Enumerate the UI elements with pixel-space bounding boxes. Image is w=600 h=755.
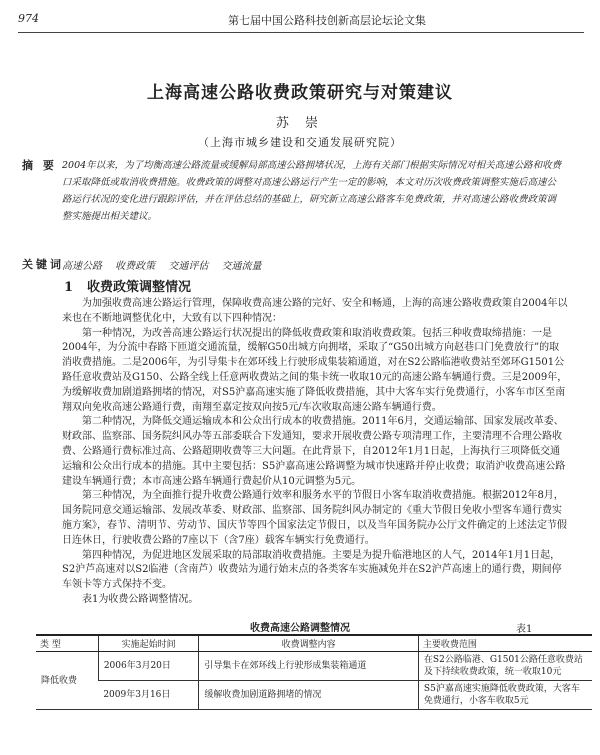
table-cell-date: 2006年3月20日 — [98, 652, 199, 681]
table-number: 表1 — [516, 624, 533, 635]
table-header-scope: 主要收费范围 — [418, 635, 592, 652]
author-affiliation: （上海市城乡建设和交通发展研究院） — [198, 136, 402, 149]
abstract-text: 2004年以来，为了均衡高速公路流量或缓解局部高速公路拥堵状况，上海有关部门根据实际情况对相关高速公路和收费口采取降低或取消收费措施。收费政策的调整对高速公路运行产生一定的影响，本文对历次收费政策调整实施后高速公路运行状况的变化进行跟踪评估，并在评估总结的基础上，研究新立高速公路客车免费政策，并对高速公路收费政策调整实施提出相关建议。 — [62, 160, 562, 222]
section-heading — [64, 276, 191, 295]
page-number: 974 — [18, 12, 39, 25]
table-caption: 收费高速公路调整情况 — [250, 623, 350, 634]
table-header-row — [36, 635, 592, 652]
body-text — [62, 297, 568, 608]
paragraph-case-1: 第一种情况，为改善高速公路运行状况提出的降低收费政策和取消收费政策。包括三种收费取缔措施：一是2004年，为分流中春路下匝道交通流量，缓解G50出城方向拥堵，采取了“G50出城方向赵巷口门免费放行”的取消收费措施。二是2006年，为引导集卡在郊环线上行驶形成集装箱通道，对在S2公路临港收费站至郊环G1501公路任意收费站及G150、公路全线上任意两收费站之间的集卡统一收取10元的高速公路车辆通行费。三是2009年，为缓解收费加剧道路拥堵的情况，对S5沪嘉高速实施了降低收费措施，其中大客车实行免费通行，小客车市区至南翔双向免收高速公路通行费，南翔至嘉定按双向按5元/车次收取高速公路车辆通行费。 — [62, 327, 568, 413]
author-name: 苏 崇 — [275, 116, 325, 131]
table-cell-date: 2009年3月16日 — [98, 681, 199, 710]
paragraph-intro: 为加强收费高速公路运行管理，保障收费高速公路的完好、安全和畅通，上海的高速公路收费政策自2004年以来也在不断地调整优化中，大致有以下四种情况： — [62, 298, 568, 324]
section-number: 1 — [64, 280, 74, 295]
abstract-label: 摘 要 — [22, 159, 57, 172]
keywords-label: 关键词 — [22, 258, 64, 271]
paragraph-table-ref: 表1为收费公路调整情况。 — [82, 593, 199, 605]
paper-title: 上海高速公路收费政策研究与对策建议 — [147, 83, 453, 103]
table-row — [36, 652, 592, 681]
conference-name: 第七届中国公路科技创新高层论坛论文集 — [228, 14, 426, 27]
paragraph-case-4: 第四种情况，为促进地区发展采取的局部取消收费措施。主要是为提升临港地区的人气，2014年1月1日起，S2沪芦高速对以S2临港（含南芦）收费站为通行始末点的各类客车实施减免并在S2沪芦高速上的通行费，期间停车领卡等方式保持不变。 — [62, 549, 562, 591]
table-cell-scope: S5沪嘉高速实施降低收费政策，大客车免费通行，小客车收取5元 — [418, 681, 592, 710]
keywords-text: 高速公路 收费政策 交通评估 交通流量 — [62, 261, 262, 272]
table-cell-content: 引导集卡在郊环线上行驶形成集装箱通道 — [199, 652, 419, 681]
paragraph-case-2: 第二种情况，为降低交通运输成本和公众出行成本的收费措施。2011年6月，交通运输部、国家发展改革委、财政部、监察部、国务院纠风办等五部委联合下发通知，要求开展收费公路专项清理工作，主要清理不合理公路收费、公路通行费标准过高、公路超期收费等三大问题。在此背景下，自2012年1月1日起，上海执行三项降低交通运输和公众出行成本的措施。其中主要包括：S5沪嘉高速公路调整为城市快速路并停止收费；取消沪收费高速公路建设车辆通行费；本市高速公路车辆通行费起价从10元调整为5元。 — [62, 416, 566, 487]
table-row — [36, 681, 592, 710]
paragraph-case-3: 第三种情况，为全面推行提升收费公路通行效率和服务水平的节假日小客车取消收费措施。根据2012年8月，国务院同意交通运输部、发展改革委、财政部、监察部、国务院纠风办制定的《重大节假日免收小型客车通行费实施方案》，春节、清明节、劳动节、国庆节等四个国家法定节假日，以及当年国务院办公厅文件确定的上述法定节假日连休日，行驶收费公路的7座以下（含7座）载客车辆实行免费通行。 — [62, 490, 567, 546]
table-header-content: 收费调整内容 — [199, 635, 419, 652]
policy-table — [36, 634, 592, 710]
table-cell-scope: 在S2公路临港、G1501公路任意收费站及下持续收费政策，统一收取10元 — [418, 652, 592, 681]
table-cell-content: 缓解收费加剧道路拥堵的情况 — [199, 681, 419, 710]
running-header — [18, 8, 584, 33]
section-title: 收费政策调整情况 — [87, 280, 192, 295]
table-header-type: 类 型 — [36, 635, 98, 652]
table-cell-type: 降低收费 — [36, 652, 98, 710]
table-header-date: 实施起始时间 — [98, 635, 199, 652]
